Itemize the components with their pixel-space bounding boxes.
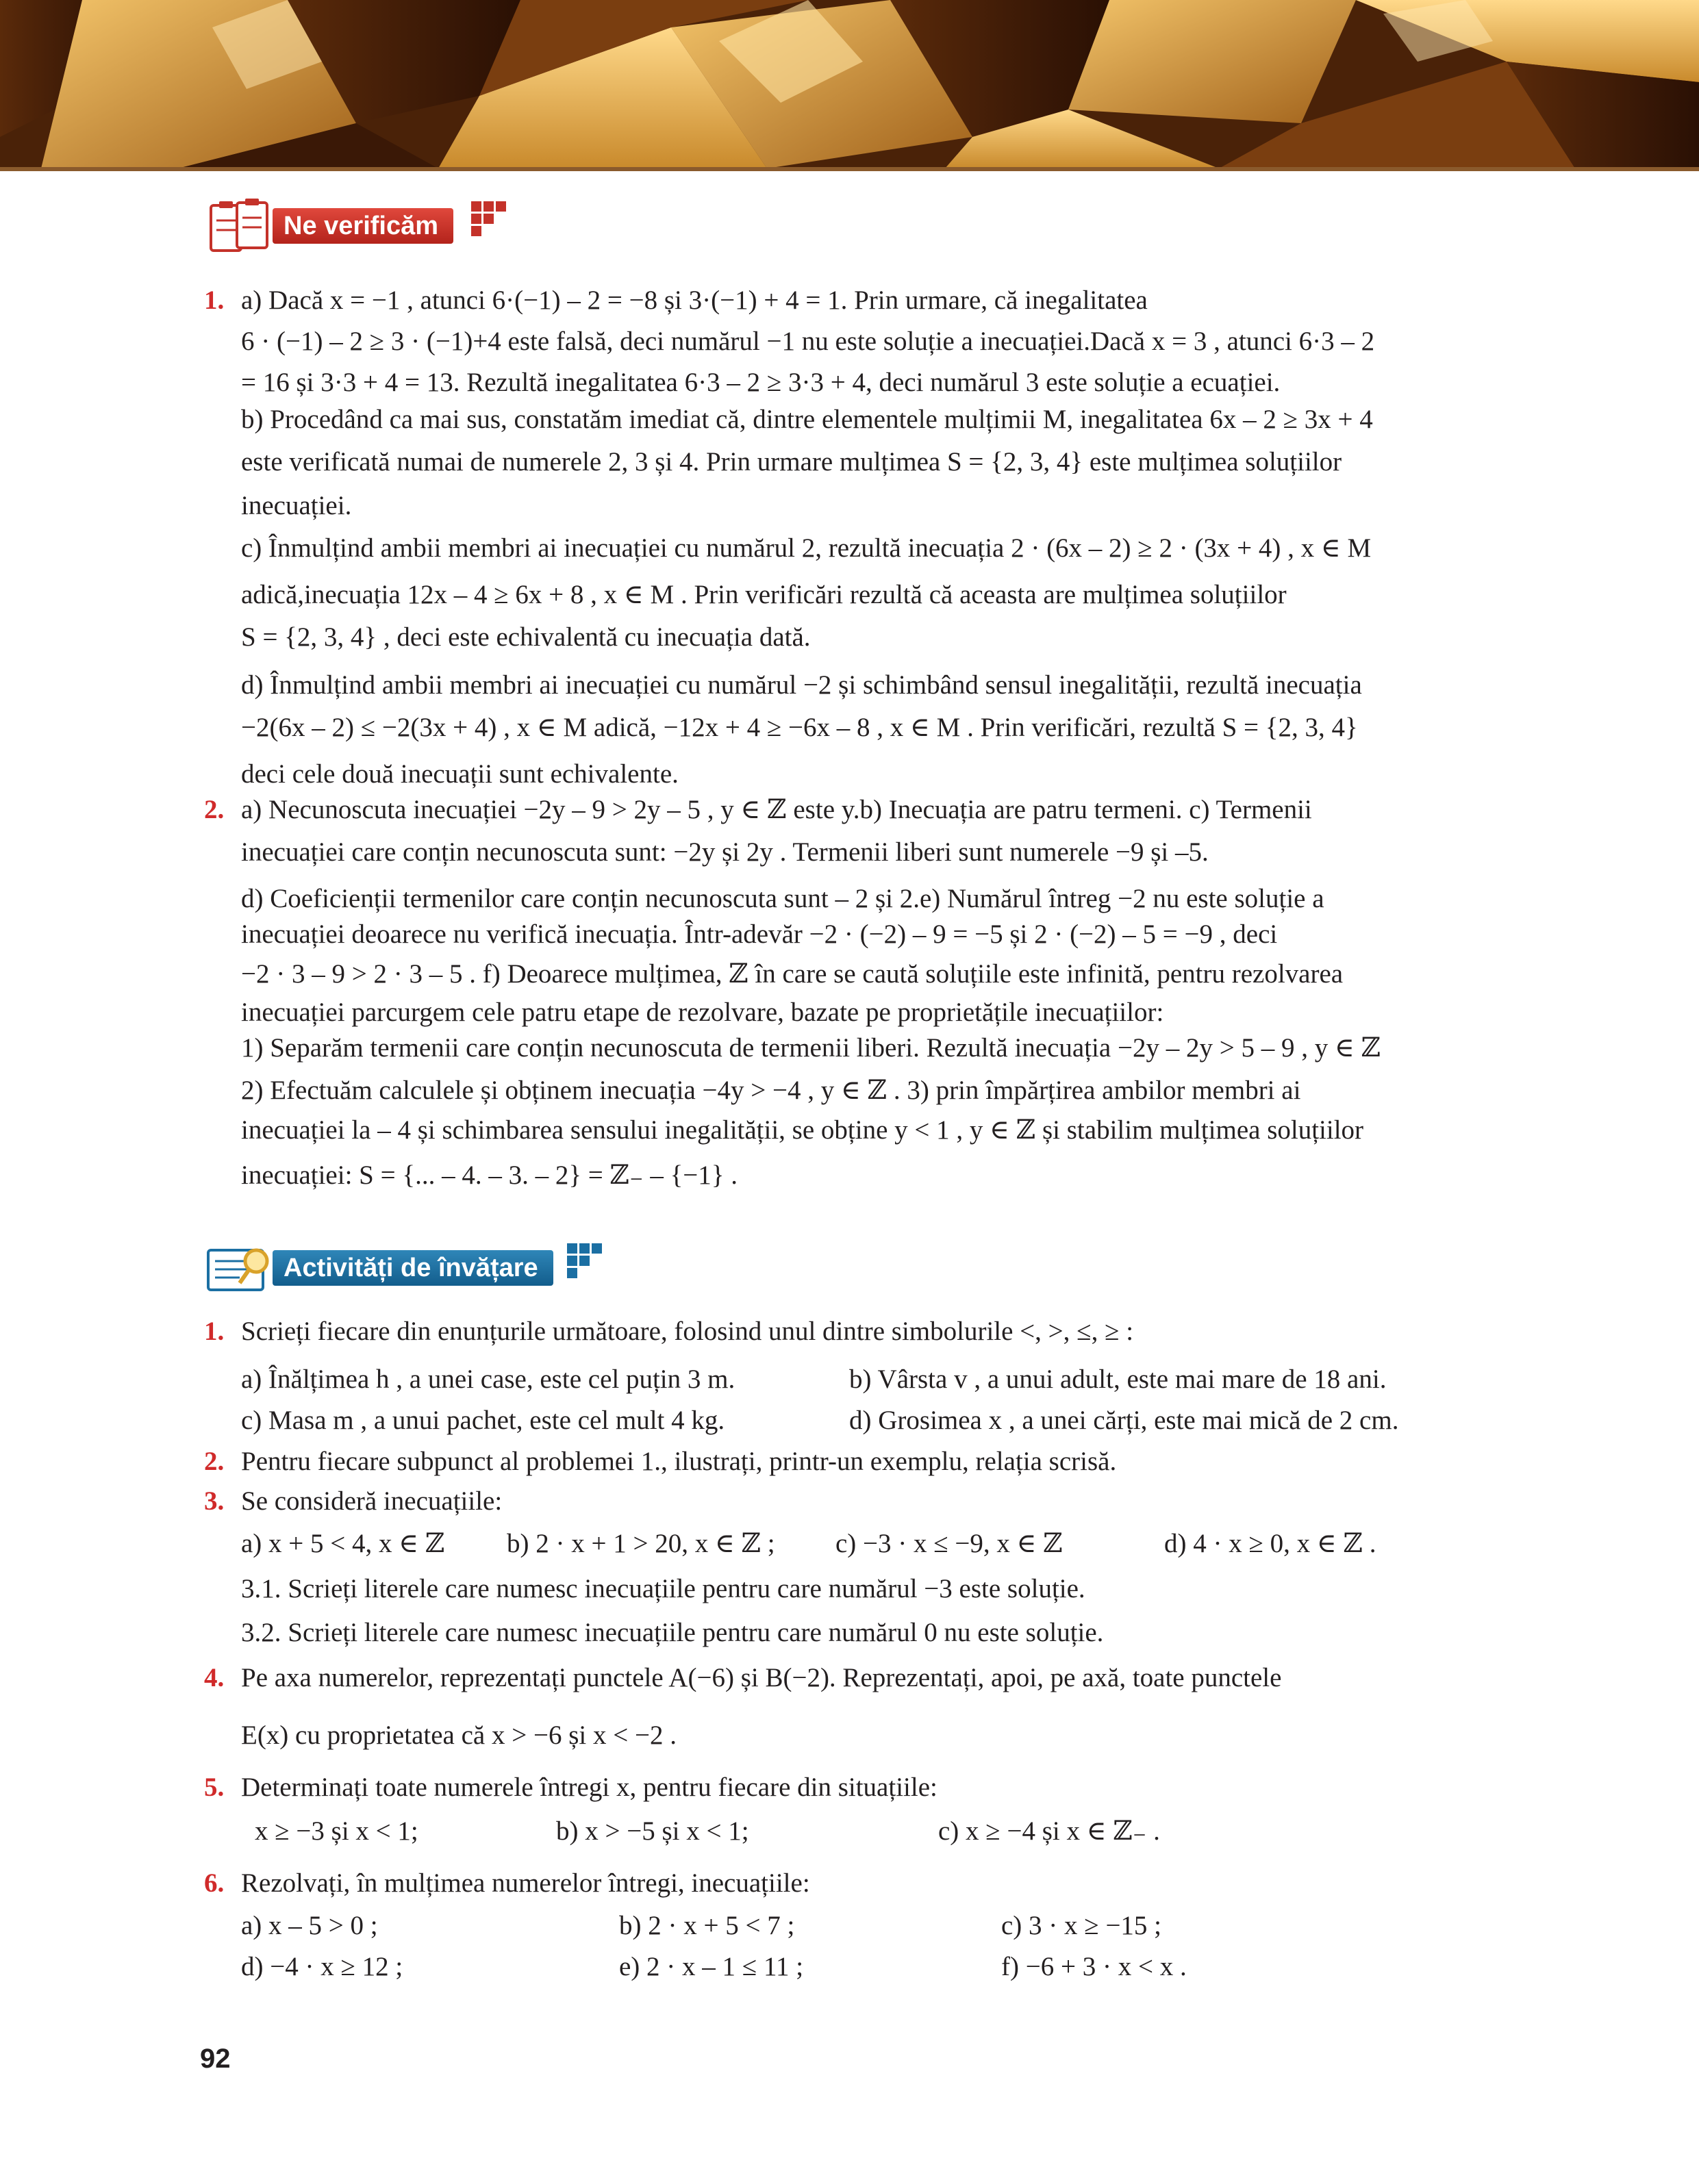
item-col: b) x > −5 și x < 1;	[556, 1816, 749, 1846]
item-line: Pe axa numerelor, reprezentați punctele A(−6) și B(−2). Reprezentați, apoi, pe axă, toate punctele	[241, 1663, 1282, 1692]
item-col: c) −3 · x ≤ −9, x ∈ ℤ	[835, 1529, 1063, 1558]
item-col: b) Vârsta v , a unui adult, este mai mare de 18 ani.	[849, 1364, 1387, 1394]
item-line: 1) Separăm termenii care conțin necunoscuta de termenii liberi. Rezultă inecuația −2y – 2y > 5 – 9 , y ∈ ℤ	[241, 1033, 1381, 1063]
item-col: c) x ≥ −4 și x ∈ ℤ₋ .	[938, 1816, 1160, 1846]
item-number: 2.	[204, 1447, 225, 1476]
item-sub: 3.2. Scrieți literele care numesc inecuațiile pentru care numărul 0 nu este soluție.	[241, 1618, 1104, 1647]
item-line: S = {2, 3, 4} , deci este echivalentă cu inecuația dată.	[241, 622, 811, 652]
item-number: 5.	[204, 1773, 225, 1802]
item-line: adică,inecuația 12x – 4 ≥ 6x + 8 , x ∈ M . Prin verificări rezultă că aceasta are mulțimea soluțiilor	[241, 580, 1287, 609]
item-line: Se consideră inecuațiile:	[241, 1486, 503, 1516]
banner-divider	[0, 167, 1699, 171]
item-line: Determinați toate numerele întregi x, pentru fiecare din situațiile:	[241, 1773, 937, 1802]
item-sub: 3.1. Scrieți literele care numesc inecuațiile pentru care numărul −3 este soluție.	[241, 1574, 1085, 1603]
section-title: Activități de învățare	[273, 1250, 553, 1286]
item-col: d) Grosimea x , a unei cărți, este mai mică de 2 cm.	[849, 1406, 1399, 1435]
item-line: inecuației care conțin necunoscuta sunt: −2y și 2y . Termenii liberi sunt numerele −9 și –5.	[241, 837, 1209, 867]
item-number: 1.	[204, 1317, 225, 1346]
page-number: 92	[200, 2044, 231, 2074]
item-line: Scrieți fiecare din enunțurile următoare, folosind unul dintre simbolurile <, >, ≤, ≥ :	[241, 1317, 1134, 1346]
item-line: inecuației: S = {... – 4. – 3. – 2} = ℤ₋ – {−1} .	[241, 1160, 738, 1190]
item-number: 3.	[204, 1486, 225, 1516]
item-col: d) 4 · x ≥ 0, x ∈ ℤ .	[1164, 1529, 1376, 1558]
item-line: Pentru fiecare subpunct al problemei 1., ilustrați, printr-un exemplu, relația scrisă.	[241, 1447, 1117, 1476]
item-line: c) Înmulțind ambii membri ai inecuației cu numărul 2, rezultă inecuația 2 · (6x – 2) ≥ 2 · (3x + 4) , x ∈ M	[241, 533, 1372, 563]
item-col: c) Masa m , a unui pachet, este cel mult 4 kg.	[241, 1406, 725, 1435]
header-banner-image	[0, 0, 1699, 168]
item-line: b) Procedând ca mai sus, constatăm imediat că, dintre elementele mulțimii M, inegalitatea 6x – 2 ≥ 3x + 4	[241, 405, 1373, 434]
item-line: deci cele două inecuații sunt echivalente.	[241, 759, 679, 789]
item-line: 2) Efectuăm calculele și obținem inecuația −4y > −4 , y ∈ ℤ . 3) prin împărțirea ambilor membri ai	[241, 1076, 1301, 1105]
item-line: −2 · 3 – 9 > 2 · 3 – 5 . f) Deoarece mulțimea, ℤ în care se caută soluțiile este infinită, pentru rezolvarea	[241, 959, 1344, 989]
item-line: = 16 și 3·3 + 4 = 13. Rezultă inegalitatea 6·3 – 2 ≥ 3·3 + 4, deci numărul 3 este soluție a ecuației.	[241, 368, 1281, 397]
item-line: −2(6x – 2) ≤ −2(3x + 4) , x ∈ M adică, −12x + 4 ≥ −6x – 8 , x ∈ M . Prin verificări, rezultă S = {2, 3, 4}	[241, 713, 1358, 742]
item-number: 4.	[204, 1663, 225, 1692]
item-number: 1.	[204, 285, 225, 315]
book-magnifier-icon	[205, 1241, 281, 1299]
item-col: d) −4 · x ≥ 12 ;	[241, 1952, 403, 1981]
item-col: a) x – 5 > 0 ;	[241, 1911, 378, 1940]
item-line: inecuației.	[241, 491, 352, 520]
item-line: inecuației la – 4 și schimbarea sensului inegalității, se obține y < 1 , y ∈ ℤ și stabilim mulțimea soluțiilor	[241, 1115, 1364, 1145]
section-header-ne-verificam	[205, 199, 534, 253]
clipboard-checklist-icon	[205, 199, 281, 257]
item-col: a) Înălțimea h , a unei case, este cel puțin 3 m.	[241, 1364, 735, 1394]
item-line: 6 · (−1) – 2 ≥ 3 · (−1)+4 este falsă, deci numărul −1 nu este soluție a inecuației.Dacă x = 3 , atunci 6·3 – 2	[241, 327, 1375, 356]
item-line: d) Înmulțind ambii membri ai inecuației cu numărul −2 și schimbând sensul inegalității, rezultă inecuația	[241, 670, 1362, 700]
item-line: d) Coeficienții termenilor care conțin necunoscuta sunt – 2 și 2.e) Numărul întreg −2 nu este soluție a	[241, 884, 1324, 913]
item-line: inecuației parcurgem cele patru etape de rezolvare, bazate pe proprietățile inecuațiilor:	[241, 998, 1164, 1027]
item-number: 2.	[204, 795, 225, 824]
item-col: b) 2 · x + 5 < 7 ;	[619, 1911, 795, 1940]
item-col: c) 3 · x ≥ −15 ;	[1001, 1911, 1162, 1940]
item-line: a) Necunoscuta inecuației −2y – 9 > 2y – 5 , y ∈ ℤ este y.b) Inecuația are patru termeni. c) Termenii	[241, 795, 1312, 824]
item-col: a) x + 5 < 4, x ∈ ℤ	[241, 1529, 445, 1558]
item-col: e) 2 · x – 1 ≤ 11 ;	[619, 1952, 804, 1981]
item-line: E(x) cu proprietatea că x > −6 și x < −2 .	[241, 1720, 677, 1750]
item-col: b) 2 · x + 1 > 20, x ∈ ℤ ;	[507, 1529, 775, 1558]
golden-cubes-illustration	[0, 0, 1699, 168]
section-title: Ne verificăm	[273, 208, 453, 244]
item-line: Rezolvați, în mulțimea numerelor întregi, inecuațiile:	[241, 1868, 810, 1898]
item-line: este verificată numai de numerele 2, 3 și 4. Prin urmare mulțimea S = {2, 3, 4} este mulțimea soluțiilor	[241, 447, 1342, 477]
item-number: 6.	[204, 1868, 225, 1898]
item-line: inecuației deoarece nu verifică inecuația. Într-adevăr −2 · (−2) – 9 = −5 și 2 · (−2) – 5 = −9 , deci	[241, 919, 1278, 949]
item-line: a) Dacă x = −1 , atunci 6·(−1) – 2 = −8 și 3·(−1) + 4 = 1. Prin urmare, că inegalitatea	[241, 285, 1148, 315]
section-header-activitati	[205, 1241, 630, 1295]
item-col: x ≥ −3 și x < 1;	[255, 1816, 418, 1846]
item-col: f) −6 + 3 · x < x .	[1001, 1952, 1187, 1981]
